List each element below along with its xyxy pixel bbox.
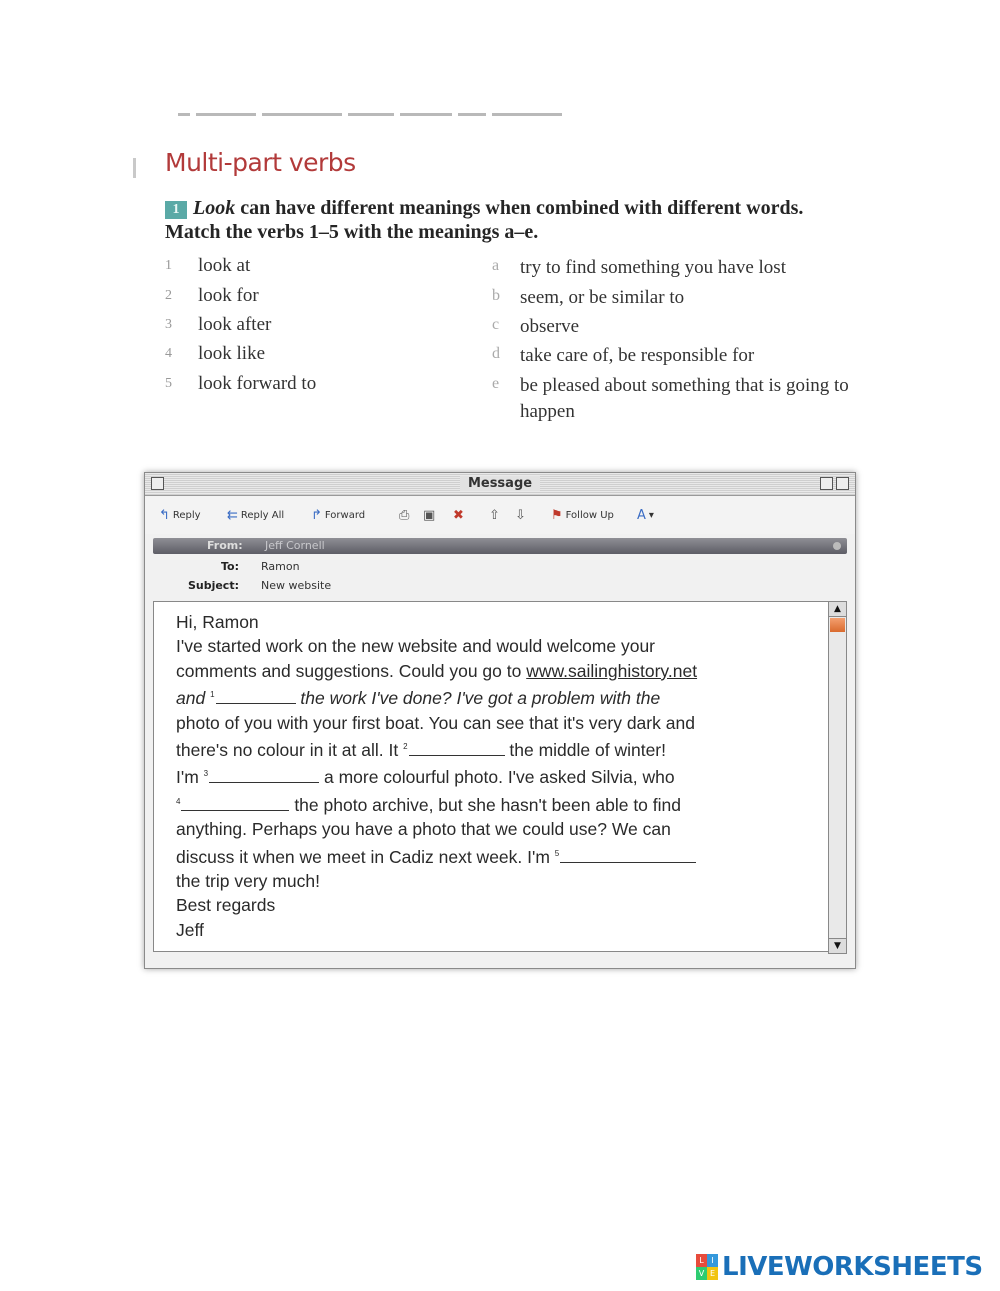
- body-text: the work I've done? I've got a problem with the: [295, 688, 661, 709]
- gap-number: 1: [210, 690, 215, 700]
- signature: Jeff: [176, 919, 204, 940]
- verb-text: look like: [198, 343, 266, 364]
- scroll-up-icon[interactable]: ▲: [829, 602, 846, 617]
- reply-all-icon: ⇇: [227, 508, 238, 523]
- body-line: anything. Perhaps you have a photo that we could use? We can: [176, 819, 671, 840]
- delete-button[interactable]: [453, 508, 464, 523]
- logo-cell: I: [707, 1254, 718, 1267]
- from-value[interactable]: Jeff Cornell: [265, 539, 325, 552]
- body-text: the middle of winter!: [504, 740, 666, 761]
- meaning-letter: c: [492, 316, 500, 333]
- match-row: [165, 255, 865, 283]
- verb-text: look at: [198, 255, 251, 276]
- body-line: [176, 735, 826, 762]
- body-text: I'm: [176, 767, 204, 788]
- meaning-text: try to find something you have lost: [520, 257, 786, 278]
- from-label: From:: [207, 539, 243, 552]
- next-message-button[interactable]: [515, 508, 526, 523]
- verb-number: 2: [165, 288, 172, 303]
- header-toggle-icon[interactable]: [833, 542, 841, 550]
- verb-number: 3: [165, 317, 172, 332]
- arrow-up-icon: ⇧: [489, 508, 500, 523]
- font-menu-button[interactable]: [637, 508, 654, 523]
- collapse-box-icon[interactable]: [836, 477, 849, 490]
- subject-label: Subject:: [187, 579, 239, 592]
- body-text: discuss it when we meet in Cadiz next week. I'm: [176, 846, 555, 867]
- follow-up-button[interactable]: [551, 508, 614, 523]
- subject-row: [149, 579, 749, 595]
- meaning-letter: e: [492, 375, 500, 392]
- to-row: [149, 560, 749, 576]
- subject-value: New website: [261, 579, 332, 592]
- gap-blank[interactable]: [181, 796, 289, 811]
- meaning-letter: a: [492, 257, 500, 274]
- gap-blank[interactable]: [409, 741, 505, 756]
- delete-icon: ✖: [453, 508, 464, 523]
- logo-cell: E: [707, 1267, 718, 1280]
- body-line: [176, 683, 826, 710]
- meaning-letter: d: [492, 345, 500, 362]
- forward-button[interactable]: [311, 508, 365, 523]
- email-window: [144, 472, 856, 969]
- email-toolbar: [145, 496, 855, 534]
- vertical-scrollbar[interactable]: [828, 601, 847, 954]
- print-icon: ⎙: [399, 508, 410, 523]
- forward-icon: ↱: [311, 508, 322, 523]
- verb-number: 4: [165, 346, 172, 361]
- flag-icon: ⚑: [551, 508, 563, 523]
- gap-number: 2: [403, 742, 408, 752]
- logo-cell: V: [696, 1267, 707, 1280]
- window-titlebar[interactable]: [145, 473, 855, 496]
- meaning-text: seem, or be similar to: [520, 287, 685, 308]
- save-icon: ▣: [423, 508, 436, 523]
- email-text: [176, 610, 826, 942]
- previous-message-button[interactable]: [489, 508, 500, 523]
- verb-number: 1: [165, 258, 172, 273]
- verb-number: 5: [165, 376, 172, 391]
- to-label: To:: [221, 560, 239, 573]
- brand-name: LIVEWORKSHEETS: [722, 1252, 983, 1282]
- zoom-box-icon[interactable]: [820, 477, 833, 490]
- body-line: [176, 842, 826, 869]
- reply-all-label: Reply All: [240, 510, 285, 521]
- body-line: I've started work on the new website and would welcome your: [176, 636, 656, 657]
- logo-cell: L: [696, 1254, 707, 1267]
- arrow-down-icon: ⇩: [515, 508, 526, 523]
- gap-blank[interactable]: [209, 768, 319, 783]
- print-button[interactable]: [399, 508, 409, 523]
- exercise-instruction: [165, 196, 855, 244]
- meaning-text: observe: [520, 316, 580, 337]
- body-text: a more colourful photo. I've asked Silvia, who: [319, 767, 675, 788]
- gap-number: 5: [554, 848, 560, 858]
- instruction-text: can have different meanings when combined with different words. Match the verbs 1–5 with the meanings a–e.: [165, 197, 804, 243]
- closing: Best regards: [176, 895, 276, 916]
- meaning-letter: b: [492, 287, 500, 304]
- exercise-number-badge: 1: [165, 201, 187, 219]
- verb-text: look forward to: [198, 373, 317, 394]
- verb-text: look for: [198, 285, 259, 306]
- reply-all-button[interactable]: [227, 508, 284, 523]
- body-text: there's no colour in it at all. It: [176, 740, 404, 761]
- match-row: [165, 285, 865, 313]
- body-text: and: [176, 688, 211, 709]
- message-body[interactable]: [153, 601, 829, 952]
- save-button[interactable]: [423, 508, 435, 523]
- section-title: Multi-part verbs: [165, 148, 356, 177]
- reply-icon: ↰: [159, 508, 170, 523]
- gap-blank[interactable]: [560, 848, 696, 863]
- gap-blank[interactable]: [216, 689, 296, 704]
- cropped-text-line: [178, 105, 628, 117]
- body-line: [176, 659, 826, 683]
- to-value[interactable]: Ramon: [261, 560, 300, 573]
- body-text: comments and suggestions. Could you go to: [176, 660, 527, 681]
- scroll-down-icon[interactable]: ▼: [829, 938, 846, 953]
- body-line: [176, 762, 826, 789]
- verb-text: look after: [198, 314, 272, 335]
- font-icon: A: [637, 508, 646, 523]
- match-row: [165, 314, 865, 342]
- meaning-text: take care of, be responsible for: [520, 345, 755, 366]
- body-line: photo of you with your first boat. You can see that it's very dark and: [176, 712, 695, 733]
- greeting: Hi, Ramon: [176, 612, 259, 632]
- instruction-keyword: Look: [193, 197, 236, 219]
- body-text: the photo archive, but she hasn't been able to find: [289, 794, 681, 815]
- reply-label: Reply: [172, 510, 201, 521]
- body-line: the trip very much!: [176, 871, 320, 892]
- forward-label: Forward: [324, 510, 366, 521]
- follow-up-label: Follow Up: [565, 510, 614, 521]
- meaning-text: be pleased about something that is going to happen: [520, 375, 849, 422]
- from-bar: [153, 538, 847, 554]
- gap-number: 4: [176, 796, 181, 806]
- website-link[interactable]: www.sailinghistory.net: [526, 660, 698, 681]
- dropdown-arrow-icon: ▾: [648, 510, 654, 521]
- gap-number: 3: [203, 769, 209, 779]
- scroll-thumb[interactable]: [830, 618, 845, 632]
- reply-button[interactable]: [159, 508, 201, 523]
- liveworksheets-logo-icon: [696, 1254, 718, 1280]
- match-row: [165, 373, 865, 429]
- window-title: Message: [460, 476, 540, 491]
- liveworksheets-brand: [696, 1252, 983, 1282]
- body-line: [176, 790, 826, 817]
- match-row: [165, 343, 865, 371]
- margin-mark: [133, 158, 136, 178]
